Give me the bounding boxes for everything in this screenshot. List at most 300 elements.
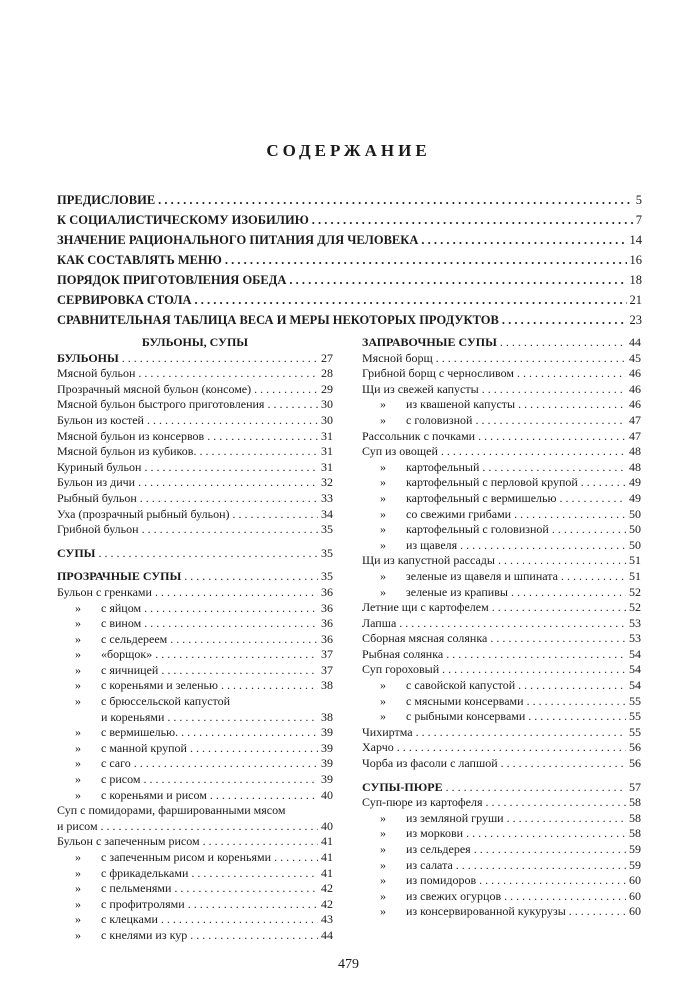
ditto-mark: » [380, 459, 386, 474]
page-title: СОДЕРЖАНИЕ [266, 141, 431, 160]
toc-row[interactable] [57, 663, 333, 679]
toc-row-label: с вермишелью. [101, 725, 179, 740]
toc-row-page: 31 [321, 444, 333, 459]
toc-row-page: 47 [629, 412, 641, 427]
toc-row-page: 52 [629, 600, 641, 615]
toc-row-label: Чорба из фасоли с лапшой [362, 756, 498, 771]
ditto-mark: » [380, 842, 386, 856]
leader-dots [466, 826, 626, 842]
toc-entry-page: 21 [629, 293, 642, 307]
leader-dots [155, 647, 318, 663]
leader-dots [161, 912, 318, 928]
leader-dots [460, 538, 626, 554]
toc-row-page: 51 [629, 568, 641, 583]
toc-entry[interactable] [57, 230, 642, 250]
toc-row-page: 46 [629, 381, 641, 396]
toc-row-label: ПРОЗРАЧНЫЕ СУПЫ [57, 569, 182, 584]
toc-row[interactable] [362, 491, 641, 507]
toc-row[interactable] [362, 616, 641, 632]
toc-row[interactable] [57, 413, 333, 429]
toc-row[interactable] [57, 819, 333, 835]
toc-row[interactable] [57, 601, 333, 617]
ditto-mark: » [75, 678, 81, 693]
toc-row-label: картофельный [406, 459, 480, 474]
toc-row[interactable] [362, 725, 641, 741]
ditto-mark: » [75, 740, 81, 755]
ditto-mark: » [380, 693, 386, 708]
toc-row-page: 56 [629, 756, 641, 771]
toc-row-page: 47 [629, 428, 641, 443]
toc-row-page: 60 [629, 904, 641, 919]
leader-dots [399, 616, 626, 632]
ditto-mark: » [380, 678, 386, 693]
leader-dots [312, 210, 633, 230]
toc-row[interactable] [57, 382, 333, 398]
toc-row-page: 36 [321, 631, 333, 646]
leader-dots [191, 866, 318, 882]
toc-row-label: с фрикадельками [101, 865, 189, 880]
toc-row[interactable] [57, 585, 333, 601]
leader-dots [479, 873, 626, 889]
leader-dots [500, 335, 626, 351]
toc-row-page: 39 [321, 756, 333, 771]
toc-row[interactable] [362, 889, 641, 905]
leader-dots [559, 491, 626, 507]
toc-row[interactable] [57, 632, 333, 648]
toc-row-label: Рыбный бульон [57, 490, 137, 505]
toc-row[interactable] [362, 413, 641, 429]
toc-row[interactable] [57, 546, 333, 562]
toc-row-page: 58 [629, 795, 641, 810]
toc-row-page: 42 [321, 896, 333, 911]
toc-row-label: с кнелями из кур [101, 927, 188, 942]
leader-dots [507, 811, 626, 827]
toc-row-page: 60 [629, 873, 641, 888]
toc-row[interactable] [57, 460, 333, 476]
toc-row-label: с брюссельской капустой [101, 694, 231, 709]
toc-row[interactable] [362, 475, 641, 491]
toc-row-page: 46 [629, 397, 641, 412]
toc-row[interactable] [362, 826, 641, 842]
leader-dots [138, 366, 318, 382]
leader-dots [518, 397, 626, 413]
section-heading: БУЛЬОНЫ, СУПЫ [141, 335, 249, 349]
toc-row-page: 53 [629, 631, 641, 646]
toc-entry-label: ПРЕДИСЛОВИЕ [57, 193, 156, 207]
leader-dots [203, 834, 318, 850]
toc-entry-page: 7 [635, 213, 642, 227]
toc-row-page: 33 [321, 490, 333, 505]
page-number: 479 [338, 957, 359, 972]
leader-dots [140, 491, 318, 507]
toc-row[interactable] [57, 475, 333, 491]
toc-row-label: из земляной груши [406, 810, 504, 825]
ditto-mark: » [75, 927, 81, 942]
toc-row-label: «борщок» [101, 647, 153, 662]
toc-row[interactable] [57, 897, 333, 913]
toc-row[interactable] [57, 725, 333, 741]
toc-row-page: 35 [321, 545, 333, 560]
toc-row[interactable] [362, 538, 641, 554]
toc-row-page: 42 [321, 881, 333, 896]
leader-dots [482, 382, 626, 398]
toc-row[interactable] [362, 382, 641, 398]
leader-dots [289, 270, 626, 290]
ditto-mark: » [380, 397, 386, 412]
toc-row[interactable] [362, 780, 641, 796]
toc-row[interactable] [362, 631, 641, 647]
toc-row-page: 50 [629, 537, 641, 552]
ditto-mark: » [75, 756, 81, 771]
toc-row-label: зеленые из крапивы [406, 584, 508, 599]
leader-dots [144, 601, 318, 617]
toc-row-page: 59 [629, 842, 641, 856]
toc-row-label: Лапша [362, 615, 397, 630]
toc-entry-page: 23 [629, 313, 642, 327]
ditto-mark: » [380, 584, 386, 599]
toc-row-page: 57 [629, 779, 641, 794]
toc-row-page: 36 [321, 584, 333, 599]
toc-row[interactable] [362, 662, 641, 678]
toc-row-label: Чихиртма [362, 724, 413, 739]
toc-row-page: 27 [321, 350, 333, 365]
toc-row[interactable] [362, 756, 641, 772]
toc-row[interactable] [57, 647, 333, 663]
ditto-mark: » [380, 490, 386, 505]
leader-dots [518, 678, 626, 694]
toc-entry-page: 16 [629, 253, 642, 267]
toc-row[interactable] [362, 694, 641, 710]
leader-dots [441, 444, 626, 460]
leader-dots [421, 230, 626, 250]
toc-row-page: 40 [321, 787, 333, 802]
ditto-mark: » [75, 912, 81, 927]
leader-dots [170, 632, 318, 648]
toc-row[interactable] [57, 397, 333, 413]
toc-row-page: 48 [629, 444, 641, 459]
leader-dots [442, 662, 626, 678]
toc-row-page: 41 [321, 865, 333, 880]
leader-dots [232, 507, 318, 523]
leader-dots [199, 444, 318, 460]
leader-dots [498, 553, 626, 569]
toc-row-label: Щи из капустной рассады [362, 553, 495, 568]
leader-dots [528, 709, 626, 725]
toc-row-label: Бульон с запеченным рисом [57, 834, 200, 849]
toc-row-label: зеленые из щавеля и шпината [406, 568, 559, 583]
toc-row[interactable] [57, 756, 333, 772]
toc-row-label: Бульон из дичи [57, 475, 136, 490]
toc-row[interactable] [57, 928, 333, 944]
toc-row-label: и кореньями [101, 709, 165, 724]
toc-row-label: с запеченным рисом и кореньями [101, 850, 272, 864]
leader-dots [504, 889, 626, 905]
toc-row-page: 43 [321, 912, 333, 927]
toc-row[interactable] [57, 444, 333, 460]
toc-entry-page: 14 [629, 233, 642, 247]
toc-row-label: с вином [101, 616, 142, 631]
toc-row[interactable] [57, 710, 333, 726]
toc-row[interactable] [362, 522, 641, 538]
toc-row[interactable] [57, 569, 333, 585]
toc-row-label: Суп-пюре из картофеля [362, 795, 483, 810]
toc-entry[interactable] [57, 270, 642, 290]
leader-dots [486, 795, 626, 811]
toc-row-label: Харчо [362, 740, 394, 755]
leader-dots [561, 569, 626, 585]
toc-row-page: 39 [321, 740, 333, 755]
toc-row[interactable] [362, 678, 641, 694]
toc-row[interactable] [362, 600, 641, 616]
toc-entry[interactable] [57, 310, 642, 330]
leader-dots [267, 397, 318, 413]
leader-dots [144, 460, 318, 476]
toc-row-label: со свежими грибами [406, 506, 512, 521]
toc-row-page: 52 [629, 584, 641, 599]
toc-row[interactable] [57, 616, 333, 632]
toc-row-page: 48 [629, 459, 641, 474]
ditto-mark: » [380, 857, 386, 872]
toc-row-label: из квашеной капусты [406, 397, 516, 412]
leader-dots [254, 382, 318, 398]
ditto-mark: » [75, 662, 81, 677]
toc-row[interactable] [57, 522, 333, 538]
toc-row[interactable] [57, 429, 333, 445]
toc-entry[interactable] [57, 290, 642, 310]
toc-row[interactable] [362, 507, 641, 523]
toc-row-label: с профитролями [101, 896, 185, 911]
toc-row-label: Прозрачный мясной бульон (консоме) [57, 381, 252, 396]
toc-row[interactable] [57, 772, 333, 788]
toc-row[interactable] [57, 694, 333, 710]
toc-entry[interactable] [57, 250, 642, 270]
toc-row[interactable] [362, 904, 641, 920]
leader-dots [138, 475, 318, 491]
toc-row-label: Суп гороховый [362, 662, 440, 677]
leader-dots [142, 522, 318, 538]
toc-row[interactable] [362, 366, 641, 382]
toc-row[interactable] [362, 795, 641, 811]
toc-row-page: 31 [321, 428, 333, 443]
toc-row-page: 44 [321, 927, 333, 942]
toc-row-page: 49 [629, 475, 641, 490]
toc-row-label: Щи из свежей капусты [362, 381, 479, 396]
toc-entry[interactable] [57, 210, 642, 230]
toc-entry-page: 18 [629, 273, 642, 287]
toc-row-page: 58 [629, 826, 641, 841]
toc-row-label: Мясной борщ [362, 350, 433, 365]
toc-row[interactable] [362, 585, 641, 601]
ditto-mark: » [380, 568, 386, 583]
toc-row-page: 60 [629, 888, 641, 903]
toc-row-label: с клецками [101, 912, 158, 927]
toc-row[interactable] [57, 788, 333, 804]
toc-row-label: с саго [101, 756, 131, 771]
leader-dots [174, 881, 318, 897]
leader-dots [446, 647, 626, 663]
toc-row[interactable] [57, 803, 333, 819]
toc-row-label: с кореньями и зеленью [101, 678, 218, 693]
leader-dots [147, 413, 318, 429]
toc-row[interactable] [57, 351, 333, 367]
toc-row[interactable] [57, 912, 333, 928]
toc-row[interactable] [57, 507, 333, 523]
toc-row[interactable] [362, 351, 641, 367]
toc-row[interactable] [362, 397, 641, 413]
toc-row-label: с рыбными консервами [406, 709, 526, 724]
ditto-mark: » [380, 873, 386, 888]
toc-row-label: с пельменями [101, 881, 172, 896]
leader-dots [482, 460, 626, 476]
toc-row-page: 37 [321, 662, 333, 677]
toc-row-label: Грибной борщ с черносливом [362, 366, 514, 381]
toc-entry-label: ЗНАЧЕНИЕ РАЦИОНАЛЬНОГО ПИТАНИЯ ДЛЯ ЧЕЛОВЕКА [57, 233, 419, 247]
ditto-mark: » [380, 537, 386, 552]
toc-row-page: 40 [321, 818, 333, 833]
toc-row-label: Грибной бульон [57, 522, 139, 537]
leader-dots [436, 351, 626, 367]
toc-row[interactable] [57, 834, 333, 850]
toc-row[interactable] [362, 444, 641, 460]
ditto-mark: » [380, 522, 386, 537]
toc-row[interactable] [57, 866, 333, 882]
toc-row-page: 58 [629, 810, 641, 825]
toc-row-label: с яйцом [101, 600, 142, 615]
toc-row-label: из свежих огурцов [406, 888, 502, 903]
toc-row-page: 28 [321, 366, 333, 381]
toc-row[interactable] [362, 429, 641, 445]
toc-row-label: с головизной [406, 412, 473, 427]
toc-row-label: Мясной бульон из консервов [57, 428, 205, 443]
toc-row-label: из сельдерея [406, 842, 471, 856]
leader-dots [161, 663, 318, 679]
toc-row-label: из помидоров [406, 873, 477, 888]
leader-dots [511, 585, 626, 601]
toc-row-label: Суп из овощей [362, 444, 438, 459]
leader-dots [527, 694, 626, 710]
toc-row[interactable] [57, 491, 333, 507]
toc-row-label: из щавеля [406, 537, 458, 552]
toc-row[interactable] [362, 553, 641, 569]
top-toc [57, 190, 642, 330]
toc-row-page: 37 [321, 647, 333, 662]
toc-row-page: 53 [629, 615, 641, 630]
toc-row-page: 56 [629, 740, 641, 755]
toc-column-right [362, 335, 641, 920]
toc-row-label: из моркови [406, 826, 464, 841]
toc-row-page: 55 [629, 724, 641, 739]
toc-row-page: 59 [629, 857, 641, 872]
toc-row-page: 41 [321, 850, 333, 864]
toc-row-label: с сельдереем [101, 631, 168, 646]
toc-row-page: 30 [321, 412, 333, 427]
toc-row-label: с манной крупой [101, 740, 187, 755]
toc-row[interactable] [362, 709, 641, 725]
ditto-mark: » [380, 888, 386, 903]
toc-row-label: из салата [406, 857, 453, 872]
toc-row[interactable] [57, 678, 333, 694]
toc-row-label: Летние щи с картофелем [362, 600, 489, 615]
toc-row-label: Рассольник с почками [362, 428, 476, 443]
toc-row-page: 34 [321, 506, 333, 521]
toc-row[interactable] [57, 366, 333, 382]
leader-dots [274, 850, 318, 866]
leader-dots [478, 429, 626, 445]
toc-row-page: 35 [321, 569, 333, 584]
toc-row-label: Мясной бульон из кубиков. [57, 444, 197, 459]
toc-row-page: 45 [629, 350, 641, 365]
ditto-mark: » [75, 647, 81, 662]
toc-entry[interactable] [57, 190, 642, 210]
toc-entry-label: КАК СОСТАВЛЯТЬ МЕНЮ [57, 253, 222, 267]
ditto-mark: » [75, 600, 81, 615]
toc-row-label: Мясной бульон быстрого приготовления [57, 397, 265, 412]
leader-dots [446, 780, 626, 796]
ditto-mark: » [75, 725, 81, 740]
toc-row-label: Куриный бульон [57, 459, 142, 474]
toc-row-label: картофельный с головизной [406, 522, 549, 537]
leader-dots [190, 741, 318, 757]
toc-row[interactable] [362, 460, 641, 476]
toc-row[interactable] [57, 881, 333, 897]
toc-row-label: с мясными консервами [406, 693, 524, 708]
toc-row-label: СУПЫ [57, 545, 96, 560]
leader-dots [490, 631, 626, 647]
toc-row-page: 51 [629, 553, 641, 568]
toc-row[interactable] [362, 842, 641, 858]
leader-dots [101, 819, 318, 835]
toc-row-page: 46 [629, 366, 641, 381]
toc-row[interactable] [362, 335, 641, 351]
toc-row-page: 49 [629, 490, 641, 505]
leader-dots [207, 429, 318, 445]
toc-row[interactable] [362, 569, 641, 585]
ditto-mark: » [75, 850, 81, 864]
toc-row-page: 54 [629, 678, 641, 693]
leader-dots [134, 756, 318, 772]
toc-row[interactable] [362, 647, 641, 663]
toc-row-page: 30 [321, 397, 333, 412]
toc-row[interactable] [362, 858, 641, 874]
toc-row-page: 55 [629, 709, 641, 724]
toc-row-label: ЗАПРАВОЧНЫЕ СУПЫ [362, 335, 497, 349]
toc-row[interactable] [362, 740, 641, 756]
toc-row-label: Рыбная солянка [362, 646, 444, 661]
toc-row[interactable] [362, 811, 641, 827]
toc-row-label: Мясной бульон [57, 366, 136, 381]
ditto-mark: » [75, 881, 81, 896]
toc-entry-label: ПОРЯДОК ПРИГОТОВЛЕНИЯ ОБЕДА [57, 273, 287, 287]
toc-row[interactable] [362, 873, 641, 889]
ditto-mark: » [380, 709, 386, 724]
toc-row-label: с кореньями и рисом [101, 787, 207, 802]
ditto-mark: » [380, 475, 386, 490]
toc-row-label: из консервированной кукурузы [406, 904, 566, 919]
leader-dots [221, 678, 318, 694]
toc-row[interactable] [57, 850, 333, 866]
toc-row-page: 41 [321, 834, 333, 849]
toc-row[interactable] [57, 741, 333, 757]
toc-row-page: 36 [321, 600, 333, 615]
ditto-mark: » [75, 865, 81, 880]
ditto-mark: » [75, 694, 81, 709]
leader-dots [514, 507, 626, 523]
ditto-mark: » [75, 616, 81, 631]
toc-row-page: 38 [321, 678, 333, 693]
toc-row-label: и рисом [57, 818, 98, 833]
toc-row-page: 54 [629, 662, 641, 677]
toc-row-page: 50 [629, 522, 641, 537]
